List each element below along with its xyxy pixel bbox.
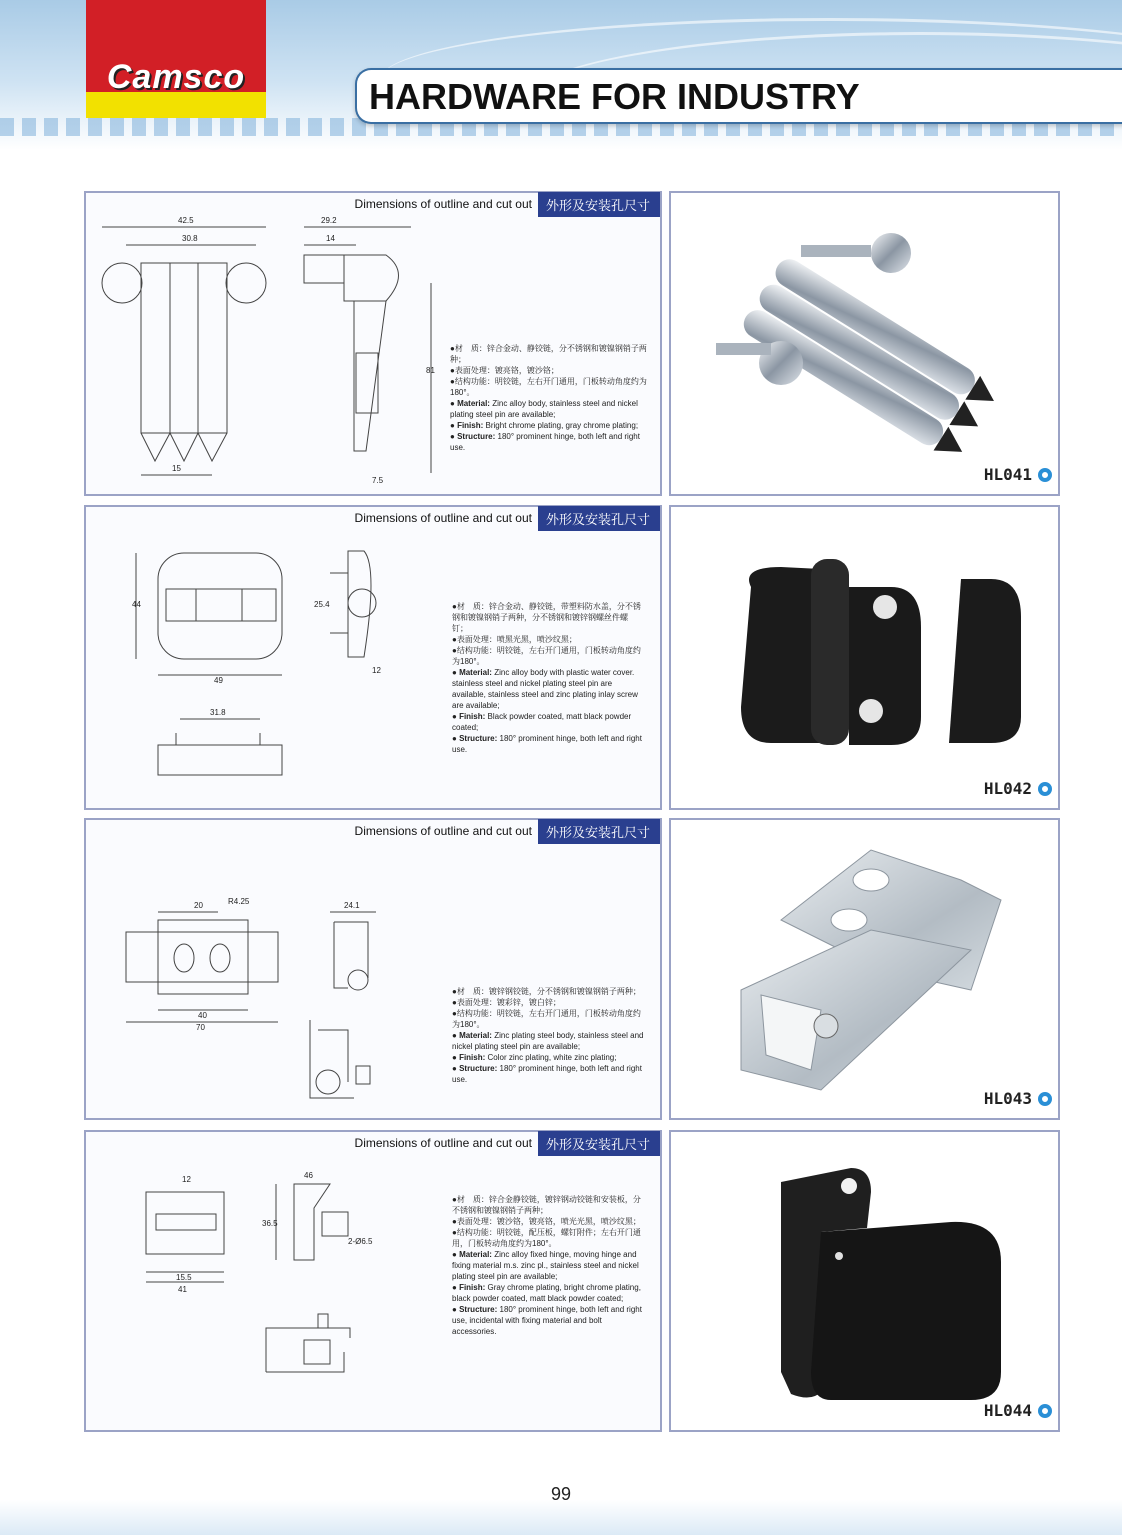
- spec-text-hl043: ●材 质：镀锌钢铰链，分不锈钢和镀镍钢销子两种； ●表面处理：镀彩锌，镀白锌； ●结构功能：明铰链，左右开门通用，门板转动角度约为180°。 ● Material: Zinc plating steel body, stainless steel and nickel plating steel pin are available; ● Finish: Color zinc plating, white zinc plating; ● Structure: 180° prominent hinge, both left and right use.: [452, 986, 648, 1085]
- dimensions-label-cn: 外形及安装孔尺寸: [538, 506, 660, 531]
- page-title-box: [355, 68, 1122, 124]
- brand-logo: [86, 0, 266, 118]
- spec-cn-line: ●结构功能：明铰链，左右开门通用，门板转动角度约为180°。: [450, 377, 647, 397]
- spec-cn-line: ●材 质：锌合金动、静铰链，带塑料防水盖，分不锈钢和镀镍钢销子两种，分不锈钢和镀锌钢螺丝件螺钉；: [452, 602, 641, 633]
- spec-cn-line: ●材 质：锌合金动、静铰链，分不锈钢和镀镍钢销子两种；: [450, 344, 647, 364]
- material-text: Zinc alloy body with plastic water cover. stainless steel and nickel plating steel pin are available, stainless steel and zinc plating inlay screw are available;: [452, 668, 638, 710]
- dim-label: 29.2: [321, 216, 337, 225]
- dim-label: 12: [372, 666, 381, 675]
- model-label-hl041: [984, 465, 1052, 484]
- model-label-hl042: [984, 779, 1052, 798]
- model-code: HL042: [983, 779, 1032, 798]
- spec-cn-line: ●结构功能：明铰链，配压板，螺钉附件；左右开门通用，门板转动角度约为180°。: [452, 1228, 641, 1248]
- structure-label: Structure:: [459, 1305, 498, 1314]
- finish-text: Black powder coated, matt black powder coated;: [452, 712, 632, 732]
- material-text: Zinc plating steel body, stainless steel and nickel plating steel pin are available;: [452, 1031, 644, 1051]
- finish-label: Finish:: [459, 712, 486, 721]
- structure-text: 180° prominent hinge, both left and right use.: [450, 432, 640, 452]
- photo-panel-hl043: [669, 818, 1060, 1120]
- dimensions-label-en: Dimensions of outline and cut out: [354, 511, 532, 525]
- dim-label: 24.1: [344, 901, 360, 910]
- dimensions-label-en: Dimensions of outline and cut out: [354, 197, 532, 211]
- dimensions-label-cn: 外形及安装孔尺寸: [538, 192, 660, 217]
- dim-label: 31.8: [210, 708, 226, 717]
- structure-label: Structure:: [459, 734, 498, 743]
- finish-label: Finish:: [459, 1053, 486, 1062]
- dim-label: 20: [194, 901, 203, 910]
- dim-label: 42.5: [178, 216, 194, 225]
- finish-text: Color zinc plating, white zinc plating;: [487, 1053, 617, 1062]
- dimensions-label-cn: 外形及安装孔尺寸: [538, 1131, 660, 1156]
- finish-text: Gray chrome plating, bright chrome plating, black powder coated, matt black powder coated;: [452, 1283, 641, 1303]
- dimensions-label-cn: 外形及安装孔尺寸: [538, 819, 660, 844]
- dim-label: 14: [326, 234, 335, 243]
- model-code: HL041: [983, 465, 1032, 484]
- drawing-panel-hl042: [84, 505, 662, 810]
- spec-cn-line: ●表面处理：镀沙铬，镀亮铬，喷光光黑，喷沙纹黑；: [452, 1217, 641, 1226]
- dim-label: 49: [214, 676, 223, 685]
- spec-cn-line: ●材 质：镀锌钢铰链，分不锈钢和镀镍钢销子两种；: [452, 987, 641, 996]
- page-number: 99: [550, 1484, 572, 1504]
- material-label: Material:: [457, 399, 490, 408]
- model-bullet-icon: [1038, 782, 1052, 796]
- dim-label: R4.25: [228, 897, 250, 906]
- photo-panel-hl044: [669, 1130, 1060, 1432]
- photo-panel-hl042: [669, 505, 1060, 810]
- dim-label: 41: [178, 1285, 187, 1294]
- model-bullet-icon: [1038, 1404, 1052, 1418]
- spec-text-hl041: ●材 质：锌合金动、静铰链，分不锈钢和镀镍钢销子两种； ●表面处理：镀亮铬，镀沙铬； ●结构功能：明铰链，左右开门通用，门板转动角度约为180°。 ● Material: Zinc alloy body, stainless steel and nickel plating steel pin are available; ● Finish: Bright chrome plating, gray chrome plating; ● Structure: 180° prominent hinge, both left and right use.: [450, 343, 650, 453]
- spec-cn-line: ●材 质：锌合金静铰链，镀锌钢动铰链和安装板，分不锈钢和镀镍钢销子两种；: [452, 1195, 641, 1215]
- spec-text-hl042: ●材 质：锌合金动、静铰链，带塑料防水盖，分不锈钢和镀镍钢销子两种，分不锈钢和镀锌钢螺丝件螺钉； ●表面处理：喷黑光黑，喷沙纹黑； ●结构功能：明铰链，左右开门通用，门板转动角度约为180°。 ● Material: Zinc alloy body with plastic water cover. stainless steel and nickel plating steel pin are available, stainless steel and zinc plating inlay screw are available; ● Finish: Black powder coated, matt black powder coated; ● Structure: 180° prominent hinge, both left and right use.: [452, 602, 642, 754]
- product-photo-hl041: [671, 193, 1058, 494]
- dim-label: 44: [132, 600, 141, 609]
- product-photo-hl043: [671, 820, 1058, 1118]
- model-label-hl044: [984, 1401, 1052, 1420]
- dim-label: 15.5: [176, 1273, 192, 1282]
- spec-cn-line: ●表面处理：喷黑光黑，喷沙纹黑；: [452, 635, 577, 644]
- material-label: Material:: [459, 1250, 492, 1259]
- page-title: HARDWARE FOR INDUSTRY: [369, 76, 860, 117]
- dim-label: 46: [304, 1171, 313, 1180]
- spec-cn-line: ●表面处理：镀彩锌，镀白锌；: [452, 998, 561, 1007]
- material-text: Zinc alloy body, stainless steel and nickel plating steel pin are available;: [450, 399, 638, 419]
- dimensions-label-en: Dimensions of outline and cut out: [354, 1136, 532, 1150]
- structure-text: 180° prominent hinge, both left and right use.: [452, 734, 642, 754]
- dim-label: 25.4: [314, 600, 330, 609]
- structure-label: Structure:: [459, 1064, 498, 1073]
- model-bullet-icon: [1038, 468, 1052, 482]
- brand-logo-text: Camsco: [106, 58, 246, 96]
- drawing-panel-hl043: [84, 818, 662, 1120]
- structure-text: 180° prominent hinge, both left and right use, incidental with fixing material and bolt accessories.: [452, 1305, 642, 1336]
- spec-cn-line: ●结构功能：明铰链，左右开门通用，门板转动角度约为180°。: [452, 1009, 641, 1029]
- finish-text: Bright chrome plating, gray chrome plating;: [485, 421, 639, 430]
- model-code: HL043: [983, 1089, 1032, 1108]
- spec-cn-line: ●结构功能：明铰链，左右开门通用，门板转动角度约为180°。: [452, 646, 641, 666]
- product-photo-hl042: [671, 507, 1058, 808]
- dimensions-label-en: Dimensions of outline and cut out: [354, 824, 532, 838]
- model-label-hl043: [984, 1089, 1052, 1108]
- structure-text: 180° prominent hinge, both left and right use.: [452, 1064, 642, 1084]
- drawing-panel-hl044: [84, 1130, 662, 1432]
- dim-label: 15: [172, 464, 181, 473]
- dim-label: 12: [182, 1175, 191, 1184]
- drawing-panel-hl041: [84, 191, 662, 496]
- dim-label: 40: [198, 1011, 207, 1020]
- footer-background: [0, 1500, 1122, 1535]
- spec-cn-line: ●表面处理：镀亮铬，镀沙铬；: [450, 366, 559, 375]
- dim-label: 2-Ø6.5: [348, 1237, 373, 1246]
- dim-label: 36.5: [262, 1219, 278, 1228]
- structure-label: Structure:: [457, 432, 496, 441]
- model-bullet-icon: [1038, 1092, 1052, 1106]
- material-text: Zinc alloy fixed hinge, moving hinge and fixing material m.s. zinc pl., stainless steel and nickel plating steel pin are available;: [452, 1250, 639, 1281]
- dim-label: 81: [426, 366, 435, 375]
- model-code: HL044: [983, 1401, 1032, 1420]
- dim-label: 7.5: [372, 476, 384, 485]
- finish-label: Finish:: [459, 1283, 486, 1292]
- material-label: Material:: [459, 1031, 492, 1040]
- spec-text-hl044: ●材 质：锌合金静铰链，镀锌钢动铰链和安装板，分不锈钢和镀镍钢销子两种； ●表面处理：镀沙铬，镀亮铬，喷光光黑，喷沙纹黑； ●结构功能：明铰链，配压板，螺钉附件；左右开门通用，门板转动角度约为180°。 ● Material: Zinc alloy fixed hinge, moving hinge and fixing material m.s. zinc pl., stainless steel and nickel plating steel pin are available; ● Finish: Gray chrome plating, bright chrome plating, black powder coated, matt black powder coated; ● Structure: 180° prominent hinge, both left and right use, incidental with fixing material and bolt accessories.: [452, 1194, 646, 1337]
- finish-label: Finish:: [457, 421, 484, 430]
- product-photo-hl044: [671, 1132, 1058, 1430]
- dim-label: 70: [196, 1023, 205, 1032]
- dim-label: 30.8: [182, 234, 198, 243]
- material-label: Material:: [459, 668, 492, 677]
- photo-panel-hl041: [669, 191, 1060, 496]
